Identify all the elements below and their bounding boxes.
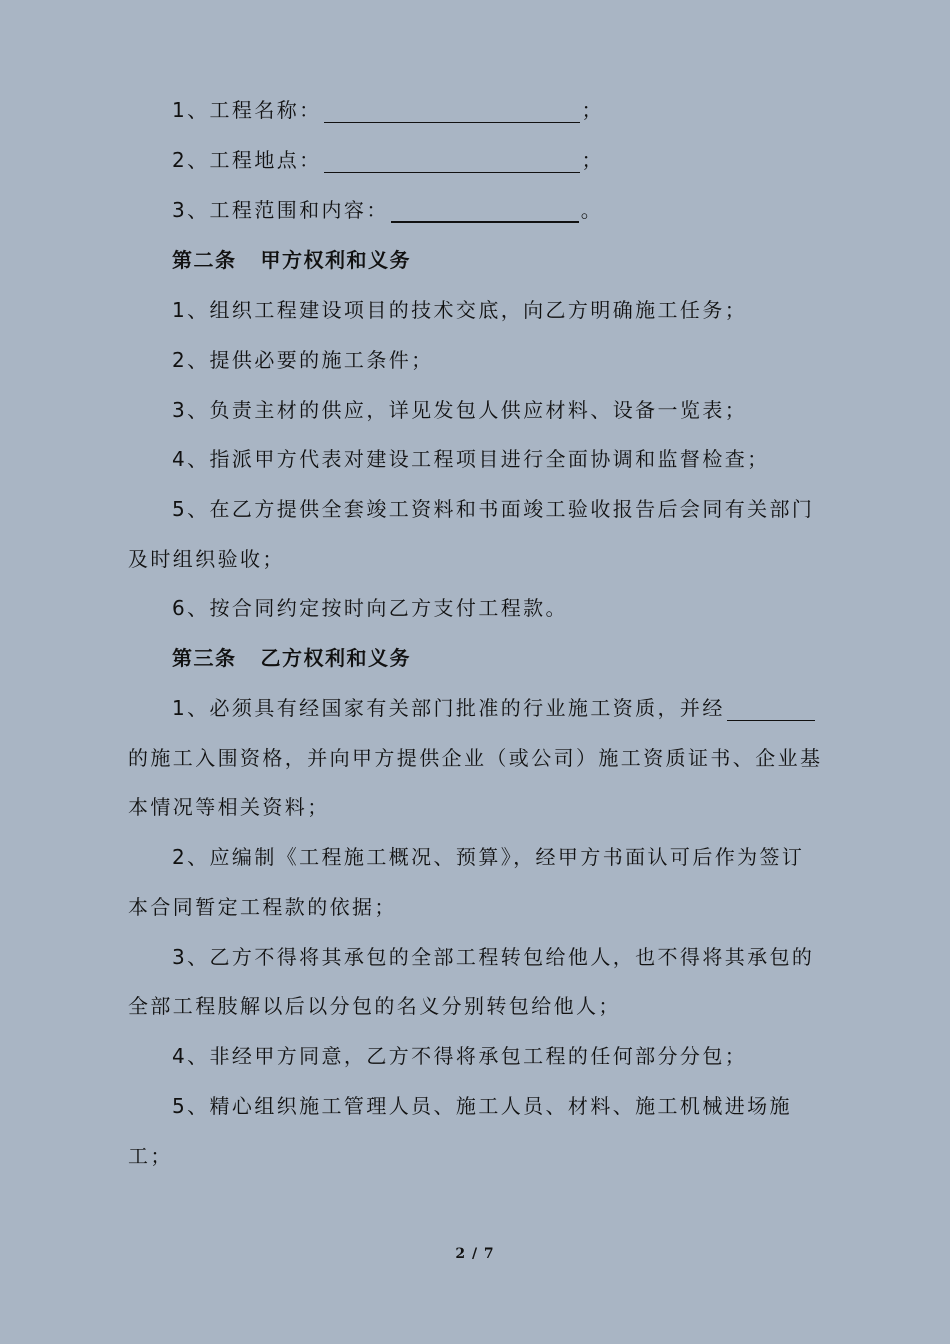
section2-paragraph-3: 3、负责主材的供应，详见发包人供应材料、设备一览表；	[172, 398, 748, 422]
project-scope-blank[interactable]	[391, 199, 579, 223]
section2-paragraph-5-line2: 及时组织验收；	[128, 547, 285, 571]
project-location-blank[interactable]	[324, 150, 580, 173]
item-project-name	[128, 95, 872, 125]
item-project-location-label: 2、工程地点：	[172, 148, 322, 172]
section3-paragraph-4: 4、非经甲方同意，乙方不得将承包工程的任何部分分包；	[172, 1044, 748, 1068]
section3-paragraph-1-text: 1、必须具有经国家有关部门批准的行业施工资质，并经	[172, 696, 725, 720]
section2-paragraph-6: 6、按合同约定按时向乙方支付工程款。	[172, 596, 568, 620]
section3-heading	[128, 643, 872, 673]
item-project-location	[128, 145, 872, 175]
section3-paragraph-5-line1: 5、精心组织施工管理人员、施工人员、材料、施工机械进场施	[172, 1094, 792, 1118]
section3-paragraph-3-line1: 3、乙方不得将其承包的全部工程转包给他人，也不得将其承包的	[172, 945, 815, 969]
section3-paragraph-2-line2: 本合同暂定工程款的依据；	[128, 895, 397, 919]
item-project-name-end: ；	[581, 98, 604, 122]
section3-heading-title: 乙方权利和义务	[260, 646, 411, 670]
section2-heading	[128, 245, 872, 275]
section3-paragraph-1-line3: 本情况等相关资料；	[128, 795, 330, 819]
section3-paragraph-3-line2: 全部工程肢解以后以分包的名义分别转包给他人；	[128, 994, 621, 1018]
qualification-blank[interactable]	[727, 698, 815, 721]
section3-paragraph-1-line2: 的施工入围资格，并向甲方提供企业（或公司）施工资质证书、企业基	[128, 746, 823, 770]
page-number: 2 / 7	[455, 1246, 495, 1262]
section2-heading-num: 第二条	[172, 248, 237, 272]
section3-paragraph-5-line2: 工；	[128, 1144, 173, 1168]
section3-paragraph-2-line1: 2、应编制《工程施工概况、预算》，经甲方书面认可后作为签订	[172, 845, 805, 869]
item-project-name-label: 1、工程名称：	[172, 98, 322, 122]
section3-paragraph-1-line1	[128, 693, 872, 723]
project-name-blank[interactable]	[324, 100, 580, 123]
item-project-scope-end: 。	[580, 198, 604, 222]
section2-paragraph-5-line1: 5、在乙方提供全套竣工资料和书面竣工验收报告后会同有关部门	[172, 497, 815, 521]
section2-paragraph-2: 2、提供必要的施工条件；	[172, 348, 434, 372]
section2-heading-title: 甲方权利和义务	[260, 248, 411, 272]
section2-paragraph-1: 1、组织工程建设项目的技术交底，向乙方明确施工任务；	[172, 298, 748, 322]
section3-heading-num: 第三条	[172, 646, 237, 670]
item-project-location-end: ；	[581, 148, 604, 172]
item-project-scope-label: 3、工程范围和内容：	[172, 198, 389, 222]
section2-paragraph-4: 4、指派甲方代表对建设工程项目进行全面协调和监督检查；	[172, 447, 770, 471]
item-project-scope	[128, 195, 872, 225]
